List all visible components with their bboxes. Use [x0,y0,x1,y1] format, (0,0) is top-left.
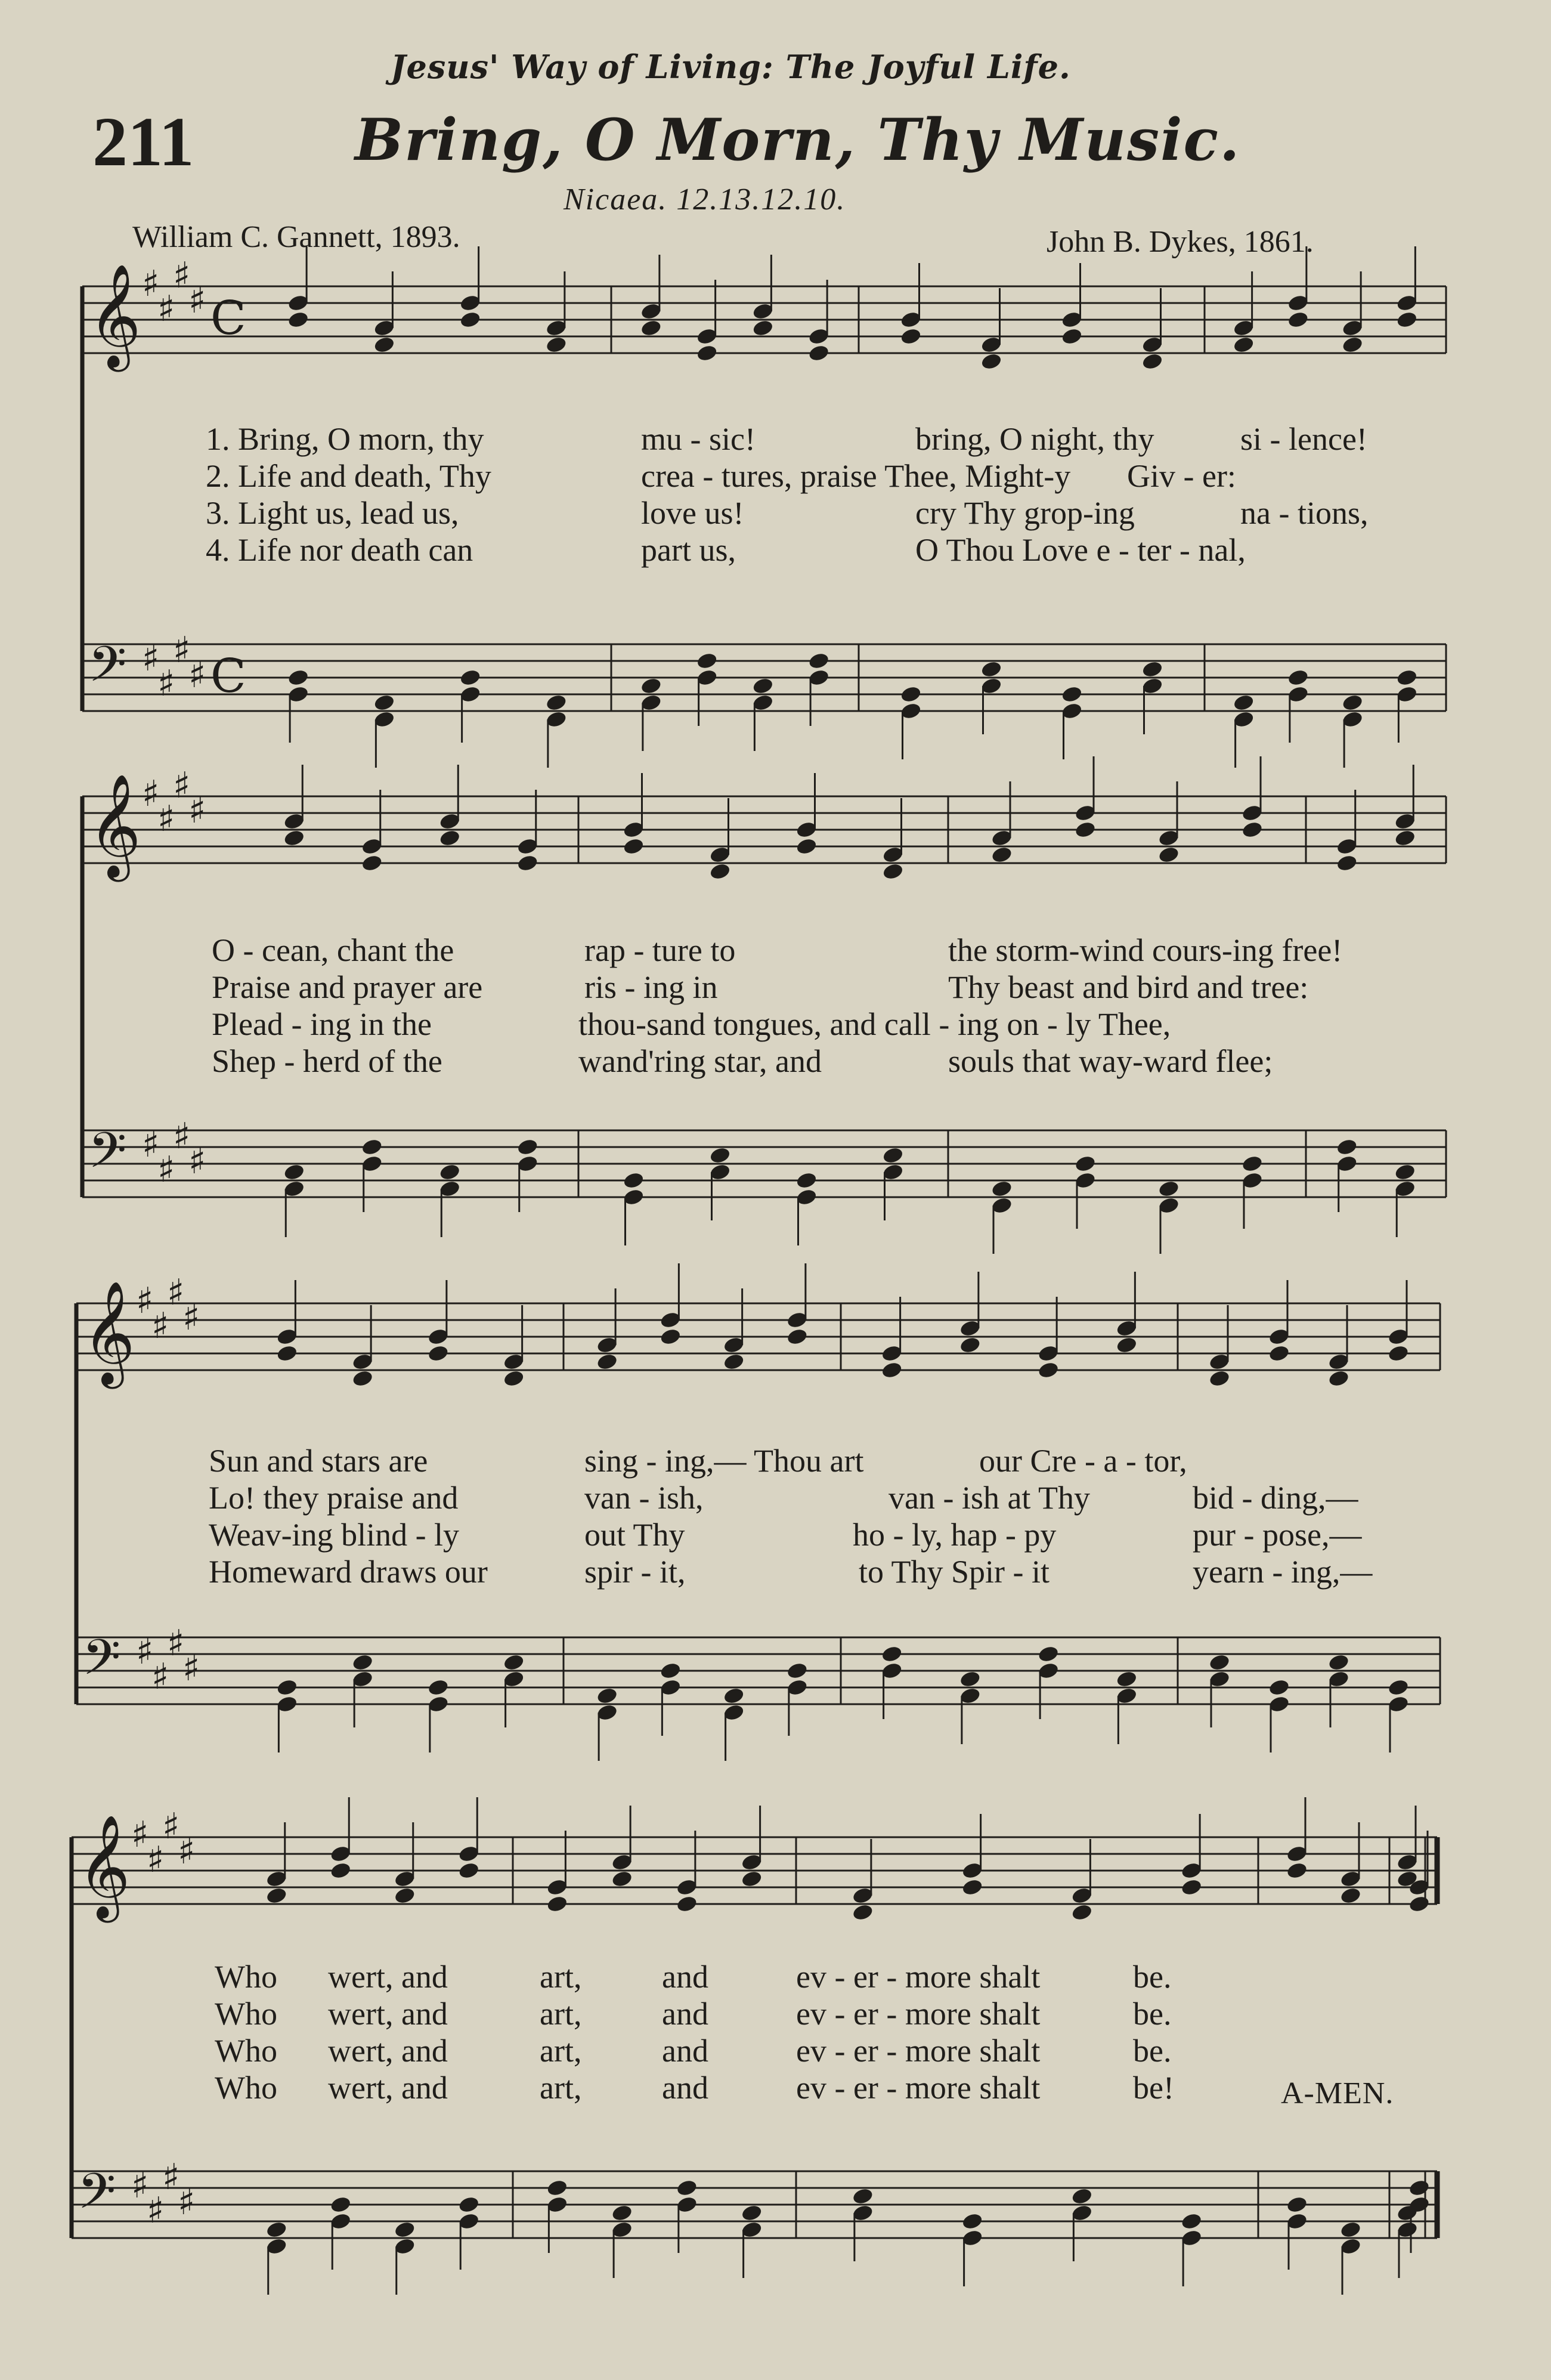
bass-clef-icon: 𝄢 [78,2162,116,2232]
note-head [516,854,539,873]
lyric-segment: wert, and [328,1959,448,1995]
note-head [752,319,775,338]
note-head [546,1894,569,1914]
note-head [959,1670,982,1689]
note-head [723,1352,745,1371]
note-head [1116,1336,1138,1355]
key-sharp-icon: ♯ [173,255,191,296]
lyric-segment: and [662,2070,708,2106]
note-head [361,854,383,873]
note-head [852,2187,874,2206]
key-sharp-icon: ♯ [157,663,175,704]
lyric-segment: pur - pose,— [1193,1517,1362,1553]
section-title: Jesus' Way of Living: The Joyful Life. [391,48,1071,86]
note-head [795,1171,818,1190]
key-sharp-icon: ♯ [182,1648,200,1689]
lyric-segment: be. [1133,1996,1172,2032]
hymn-title: Bring, O Morn, Thy Music. [355,106,1241,174]
lyric-segment: wert, and [328,2033,448,2069]
note-head [1157,1179,1180,1198]
lyric-segment: art, [540,1996,582,2032]
key-sharp-icon: ♯ [173,765,191,806]
note-head [1241,1154,1264,1173]
note-head [457,2195,480,2214]
lyric-segment: 4. Life nor death can [206,532,473,568]
note-head [329,2195,352,2214]
note-head [427,1678,450,1697]
lyric-segment: souls that way-ward flee; [948,1043,1273,1079]
note-head [900,327,922,346]
lyric-segment: Giv - er: [1127,458,1236,494]
note-head [660,1327,682,1346]
note-head [1327,1369,1350,1388]
note-head [283,829,305,848]
note-head [1157,845,1180,864]
note-head [1037,1645,1060,1664]
note-head [459,668,482,687]
note-head [1396,310,1419,329]
words-credit: William C. Gannett, 1893. [132,220,460,254]
note-head [276,1344,299,1363]
lyric-segment: Who [215,2070,277,2106]
note-head [990,845,1013,864]
lyric-segment: yearn - ing,— [1193,1554,1373,1590]
note-head [696,344,719,363]
key-sharp-icon: ♯ [147,1839,165,1881]
note-head [283,1163,305,1182]
note-head [351,1653,374,1672]
note-head [1208,1369,1231,1388]
key-sharp-icon: ♯ [151,1305,169,1347]
key-sharp-icon: ♯ [131,1814,149,1856]
note-head [961,2212,984,2231]
lyric-segment: be. [1133,2033,1172,2069]
note-head [1074,1154,1097,1173]
lyric-segment: ris - ing in [584,969,718,1005]
music-credit: John B. Dykes, 1861. [1047,225,1314,259]
note-head [1141,660,1164,679]
note-head [990,1179,1013,1198]
note-head [1387,1678,1410,1697]
note-head [1141,352,1164,371]
note-head [640,319,662,338]
lyric-segment: art, [540,2033,582,2069]
note-head [516,1138,539,1157]
note-head [980,660,1003,679]
note-head [807,651,830,670]
lyric-segment: Lo! they praise and [209,1480,459,1516]
key-sharp-icon: ♯ [136,1631,154,1673]
tune-name: Nicaea. 12.13.12.10. [564,183,846,217]
note-head [276,1678,299,1697]
key-sharp-icon: ♯ [142,638,160,679]
note-head [752,676,775,696]
note-head [1408,1894,1431,1914]
key-sharp-icon: ♯ [142,773,160,815]
key-sharp-icon: ♯ [188,790,206,832]
lyric-segment: be! [1133,2070,1174,2106]
lyric-segment: the storm-wind cours-ing free! [948,932,1343,968]
note-head [1074,820,1097,839]
note-head [709,1146,732,1165]
lyric-segment: 2. Life and death, Thy [206,458,491,494]
treble-clef-icon: 𝄞 [88,264,141,367]
note-head [807,344,830,363]
lyric-segment: and [662,2033,708,2069]
note-head [1336,1138,1358,1157]
note-head [287,668,309,687]
treble-clef-icon: 𝄞 [78,1815,131,1918]
key-sharp-icon: ♯ [167,1622,185,1664]
note-head [1061,327,1083,346]
note-head [611,2203,633,2223]
note-head [265,2220,288,2239]
note-head [881,1645,903,1664]
note-head [1061,685,1083,704]
lyric-segment: Who [215,1959,277,1995]
lyric-segment: wert, and [328,2070,448,2106]
note-head [1268,1678,1290,1697]
note-head [852,1903,874,1922]
note-head [1327,1653,1350,1672]
lyric-segment: our Cre - a - tor, [979,1443,1187,1479]
lyric-segment: and [662,1996,708,2032]
note-head [459,310,482,329]
lyric-segment: thou-sand tongues, and call - ing on - ly Thee, [578,1006,1171,1042]
lyric-segment: wand'ring star, and [578,1043,822,1079]
note-head [457,1861,480,1880]
note-head [1341,693,1364,712]
note-head [660,1661,682,1680]
lyric-segment: O Thou Love e - ter - nal, [915,532,1246,568]
note-head [741,2203,763,2223]
note-head [882,862,905,881]
note-head [1408,2178,1431,2197]
note-head [623,1171,645,1190]
note-head [1387,1344,1410,1363]
note-head [503,1369,525,1388]
lyric-segment: out Thy [584,1517,685,1553]
note-head [427,1344,450,1363]
note-head [1071,2187,1094,2206]
lyric-segment: si - lence! [1240,421,1367,457]
key-sharp-icon: ♯ [178,2181,196,2223]
key-sharp-icon: ♯ [188,280,206,322]
note-head [1037,1361,1060,1380]
lyric-segment: Who [215,1996,277,2032]
note-head [329,1861,352,1880]
note-head [1233,335,1255,354]
lyric-segment: wert, and [328,1996,448,2032]
note-head [1336,854,1358,873]
lyric-segment: ev - er - more shalt [796,2033,1041,2069]
note-head [1241,820,1264,839]
note-head [961,1878,984,1897]
key-sharp-icon: ♯ [188,1140,206,1182]
note-head [696,651,719,670]
note-head [900,685,922,704]
note-head [1208,1653,1231,1672]
note-head [503,1653,525,1672]
lyric-segment: mu - sic! [641,421,756,457]
bass-clef-icon: 𝄢 [88,635,127,705]
note-head [676,1894,698,1914]
note-head [394,2220,416,2239]
treble-clef-icon: 𝄞 [88,774,141,877]
lyric-segment: ev - er - more shalt [796,2070,1041,2106]
note-head [640,676,662,696]
lyric-segment: na - tions, [1240,495,1369,531]
note-head [723,1686,745,1705]
note-head [980,352,1003,371]
lyric-segment: cry Thy grop-ing [915,495,1135,531]
note-head [1180,1878,1203,1897]
lyric-segment: O - cean, chant the [212,932,454,968]
lyric-segment: crea - tures, praise Thee, Might-y [641,458,1071,494]
note-head [1287,310,1309,329]
note-head [1396,668,1419,687]
note-head [438,829,461,848]
note-head [1339,1886,1362,1905]
note-head [676,2178,698,2197]
key-sharp-icon: ♯ [147,2190,165,2231]
note-head [361,1138,383,1157]
note-head [545,693,568,712]
note-head [786,1661,809,1680]
note-head [287,310,309,329]
treble-clef-icon: 𝄞 [82,1281,135,1384]
lyric-segment: Thy beast and bird and tree: [948,969,1309,1005]
lyric-segment: and [662,1959,708,1995]
key-sharp-icon: ♯ [157,1149,175,1191]
lyric-segment: 3. Light us, lead us, [206,495,459,531]
note-head [351,1369,374,1388]
lyric-segment: be. [1133,1959,1172,1995]
note-head [1394,1163,1416,1182]
note-head [1341,335,1364,354]
key-sharp-icon: ♯ [162,1806,180,1847]
lyric-segment: ev - er - more shalt [796,1996,1041,2032]
bass-clef-icon: 𝄢 [88,1121,127,1191]
key-sharp-icon: ♯ [173,629,191,671]
lyric-segment: 1. Bring, O morn, thy [206,421,484,457]
key-sharp-icon: ♯ [173,1115,191,1157]
lyric-segment: Who [215,2033,277,2069]
note-head [373,335,396,354]
lyric-segment: spir - it, [584,1554,686,1590]
key-sharp-icon: ♯ [188,654,206,696]
note-head [1116,1670,1138,1689]
note-head [438,1163,461,1182]
lyric-segment: sing - ing,— Thou art [584,1443,864,1479]
note-head [1286,1861,1308,1880]
note-head [1071,1903,1094,1922]
note-head [1180,2212,1203,2231]
key-sharp-icon: ♯ [142,263,160,305]
lyric-segment: Shep - herd of the [212,1043,442,1079]
lyric-segment: Plead - ing in the [212,1006,432,1042]
lyric-segment: ho - ly, hap - py [853,1517,1057,1553]
lyric-segment: art, [540,1959,582,1995]
note-head [882,1146,905,1165]
note-head [741,1869,763,1888]
lyric-segment: bring, O night, thy [915,421,1154,457]
key-sharp-icon: ♯ [162,2156,180,2198]
lyric-segment: rap - ture to [584,932,736,968]
note-head [596,1352,618,1371]
note-head [881,1361,903,1380]
note-head [545,335,568,354]
lyric-segment: love us! [641,495,744,531]
key-sharp-icon: ♯ [151,1656,169,1698]
common-time-icon: C [210,292,246,345]
key-sharp-icon: ♯ [182,1297,200,1339]
lyric-segment: van - ish at Thy [889,1480,1090,1516]
lyric-segment: ev - er - more shalt [796,1959,1041,1995]
note-head [1287,668,1309,687]
lyric-segment: Praise and prayer are [212,969,483,1005]
lyric-segment: van - ish, [584,1480,704,1516]
note-head [709,862,732,881]
lyric-segment: part us, [641,532,736,568]
note-head [1286,2195,1308,2214]
key-sharp-icon: ♯ [157,288,175,330]
key-sharp-icon: ♯ [136,1280,154,1322]
note-head [596,1686,618,1705]
note-head [394,1886,416,1905]
note-head [373,693,396,712]
lyric-segment: Weav-ing blind - ly [209,1517,460,1553]
lyric-segment: Homeward draws our [209,1554,488,1590]
key-sharp-icon: ♯ [178,1831,196,1872]
bass-clef-icon: 𝄢 [82,1628,121,1698]
note-head [623,837,645,856]
note-head [1394,829,1416,848]
hymn-number: 211 [92,103,194,181]
note-head [611,1869,633,1888]
key-sharp-icon: ♯ [142,1124,160,1166]
note-head [1268,1344,1290,1363]
lyric-segment: bid - ding,— [1193,1480,1358,1516]
lyric-segment: to Thy Spir - it [859,1554,1050,1590]
lyric-segment: Sun and stars are [209,1443,428,1479]
key-sharp-icon: ♯ [167,1272,185,1313]
lyric-segment: art, [540,2070,582,2106]
note-head [795,837,818,856]
note-head [265,1886,288,1905]
common-time-icon: C [210,650,246,703]
amen-text: A-MEN. [1281,2076,1394,2110]
note-head [546,2178,569,2197]
note-head [1339,2220,1362,2239]
key-sharp-icon: ♯ [131,2165,149,2206]
note-head [1233,693,1255,712]
key-sharp-icon: ♯ [157,798,175,840]
note-head [959,1336,982,1355]
note-head [786,1327,809,1346]
